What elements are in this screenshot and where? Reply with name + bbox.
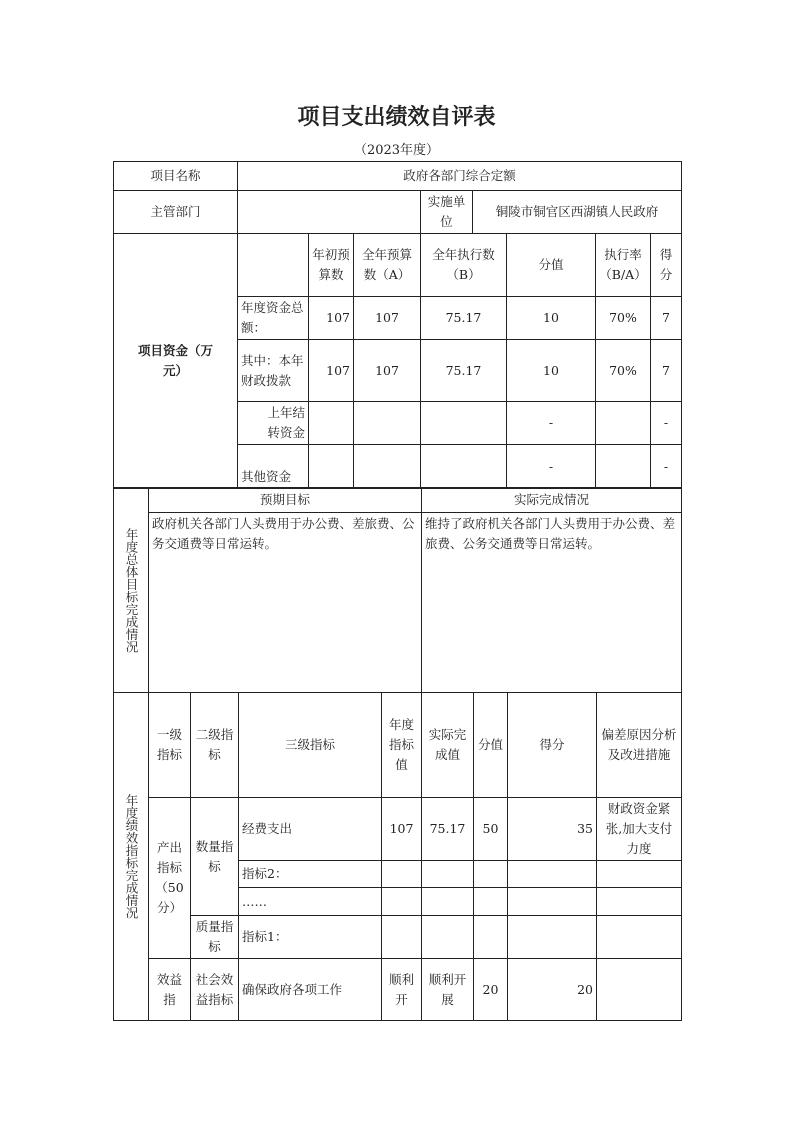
actual-goal: 维持了政府机关各部门人头费用于办公费、差旅费、公务交通费等日常运转。 (422, 513, 682, 693)
col-header: 实际完成值 (422, 693, 474, 798)
col-header: 得分 (508, 693, 597, 798)
row-label: 年度资金总额： (238, 297, 309, 340)
row-label: 上年结转资金 (238, 402, 309, 445)
expected-goal: 政府机关各部门人头费用于办公费、差旅费、公务交通费等日常运转。 (149, 513, 422, 693)
cell: 75.17 (422, 798, 474, 861)
cell: 20 (474, 959, 508, 1021)
cell: - (651, 445, 682, 489)
expected-header: 预期目标 (149, 488, 422, 513)
cell: 70% (596, 340, 651, 402)
cell: 指标1： (239, 916, 382, 959)
goals-table (113, 487, 682, 693)
col-header: 偏差原因分析及改进措施 (597, 693, 682, 798)
page-title: 项目支出绩效自评表 (297, 104, 496, 130)
table-row (114, 916, 682, 959)
cell: 指标2： (239, 861, 382, 888)
col-header: 一级指标 (149, 693, 191, 798)
indicators-table (113, 692, 682, 1021)
cell: 20 (508, 959, 597, 1021)
cell: 107 (354, 297, 421, 340)
cell: 确保政府各项工作 (239, 959, 382, 1021)
col-header: 二级指标 (191, 693, 239, 798)
cell: 经费支出 (239, 798, 382, 861)
cell: 50 (474, 798, 508, 861)
cell: 70% (596, 297, 651, 340)
col-header: 分值 (507, 234, 596, 297)
col-header: 得分 (651, 234, 682, 297)
cell: 顺利开展 (422, 959, 474, 1021)
dept-value (238, 191, 421, 234)
row-label: 其中：本年财政拨款 (238, 340, 309, 402)
cell: - (507, 445, 596, 489)
cell: 35 (508, 798, 597, 861)
col-header: 全年执行数（B） (421, 234, 507, 297)
row-label: 其他资金 (238, 445, 309, 489)
funds-label: 项目资金（万元） (114, 234, 238, 489)
quantity-label: 数量指标 (191, 798, 239, 916)
cell: 107 (309, 340, 354, 402)
cell: 财政资金紧张,加大支付力度 (597, 798, 682, 861)
benefit-label: 效益指 (149, 959, 191, 1021)
social-label: 社会效益指标 (191, 959, 239, 1021)
dept-label: 主管部门 (114, 191, 238, 234)
cell: …… (239, 888, 382, 916)
cell: 10 (507, 297, 596, 340)
impl-value: 铜陵市铜官区西湖镇人民政府 (473, 191, 682, 234)
indicators-label: 年度绩效指标完成情况 (114, 693, 149, 1021)
year-subtitle: （2023年度） (353, 143, 440, 158)
col-header: 年度指标值 (382, 693, 422, 798)
impl-label: 实施单位 (421, 191, 473, 234)
col-header: 执行率（B/A） (596, 234, 651, 297)
table-row (114, 959, 682, 1021)
funds-table (113, 161, 682, 489)
project-name-value: 政府各部门综合定额 (238, 162, 682, 191)
col-header: 年初预算数 (309, 234, 354, 297)
cell: 7 (651, 297, 682, 340)
col-header: 全年预算数（A） (354, 234, 421, 297)
output-label: 产出指标（50分） (149, 798, 191, 959)
project-name-label: 项目名称 (114, 162, 238, 191)
col-header: 三级指标 (239, 693, 382, 798)
cell: - (507, 402, 596, 445)
quality-label: 质量指标 (191, 916, 239, 959)
cell: 75.17 (421, 340, 507, 402)
cell: - (651, 402, 682, 445)
cell: 7 (651, 340, 682, 402)
cell: 75.17 (421, 297, 507, 340)
actual-header: 实际完成情况 (422, 488, 682, 513)
cell: 107 (309, 297, 354, 340)
cell: 10 (507, 340, 596, 402)
goals-label: 年度总体目标完成情况 (114, 488, 149, 693)
col-header: 分值 (474, 693, 508, 798)
cell: 107 (382, 798, 422, 861)
cell: 顺利开 (382, 959, 422, 1021)
cell: 107 (354, 340, 421, 402)
table-row (114, 798, 682, 861)
